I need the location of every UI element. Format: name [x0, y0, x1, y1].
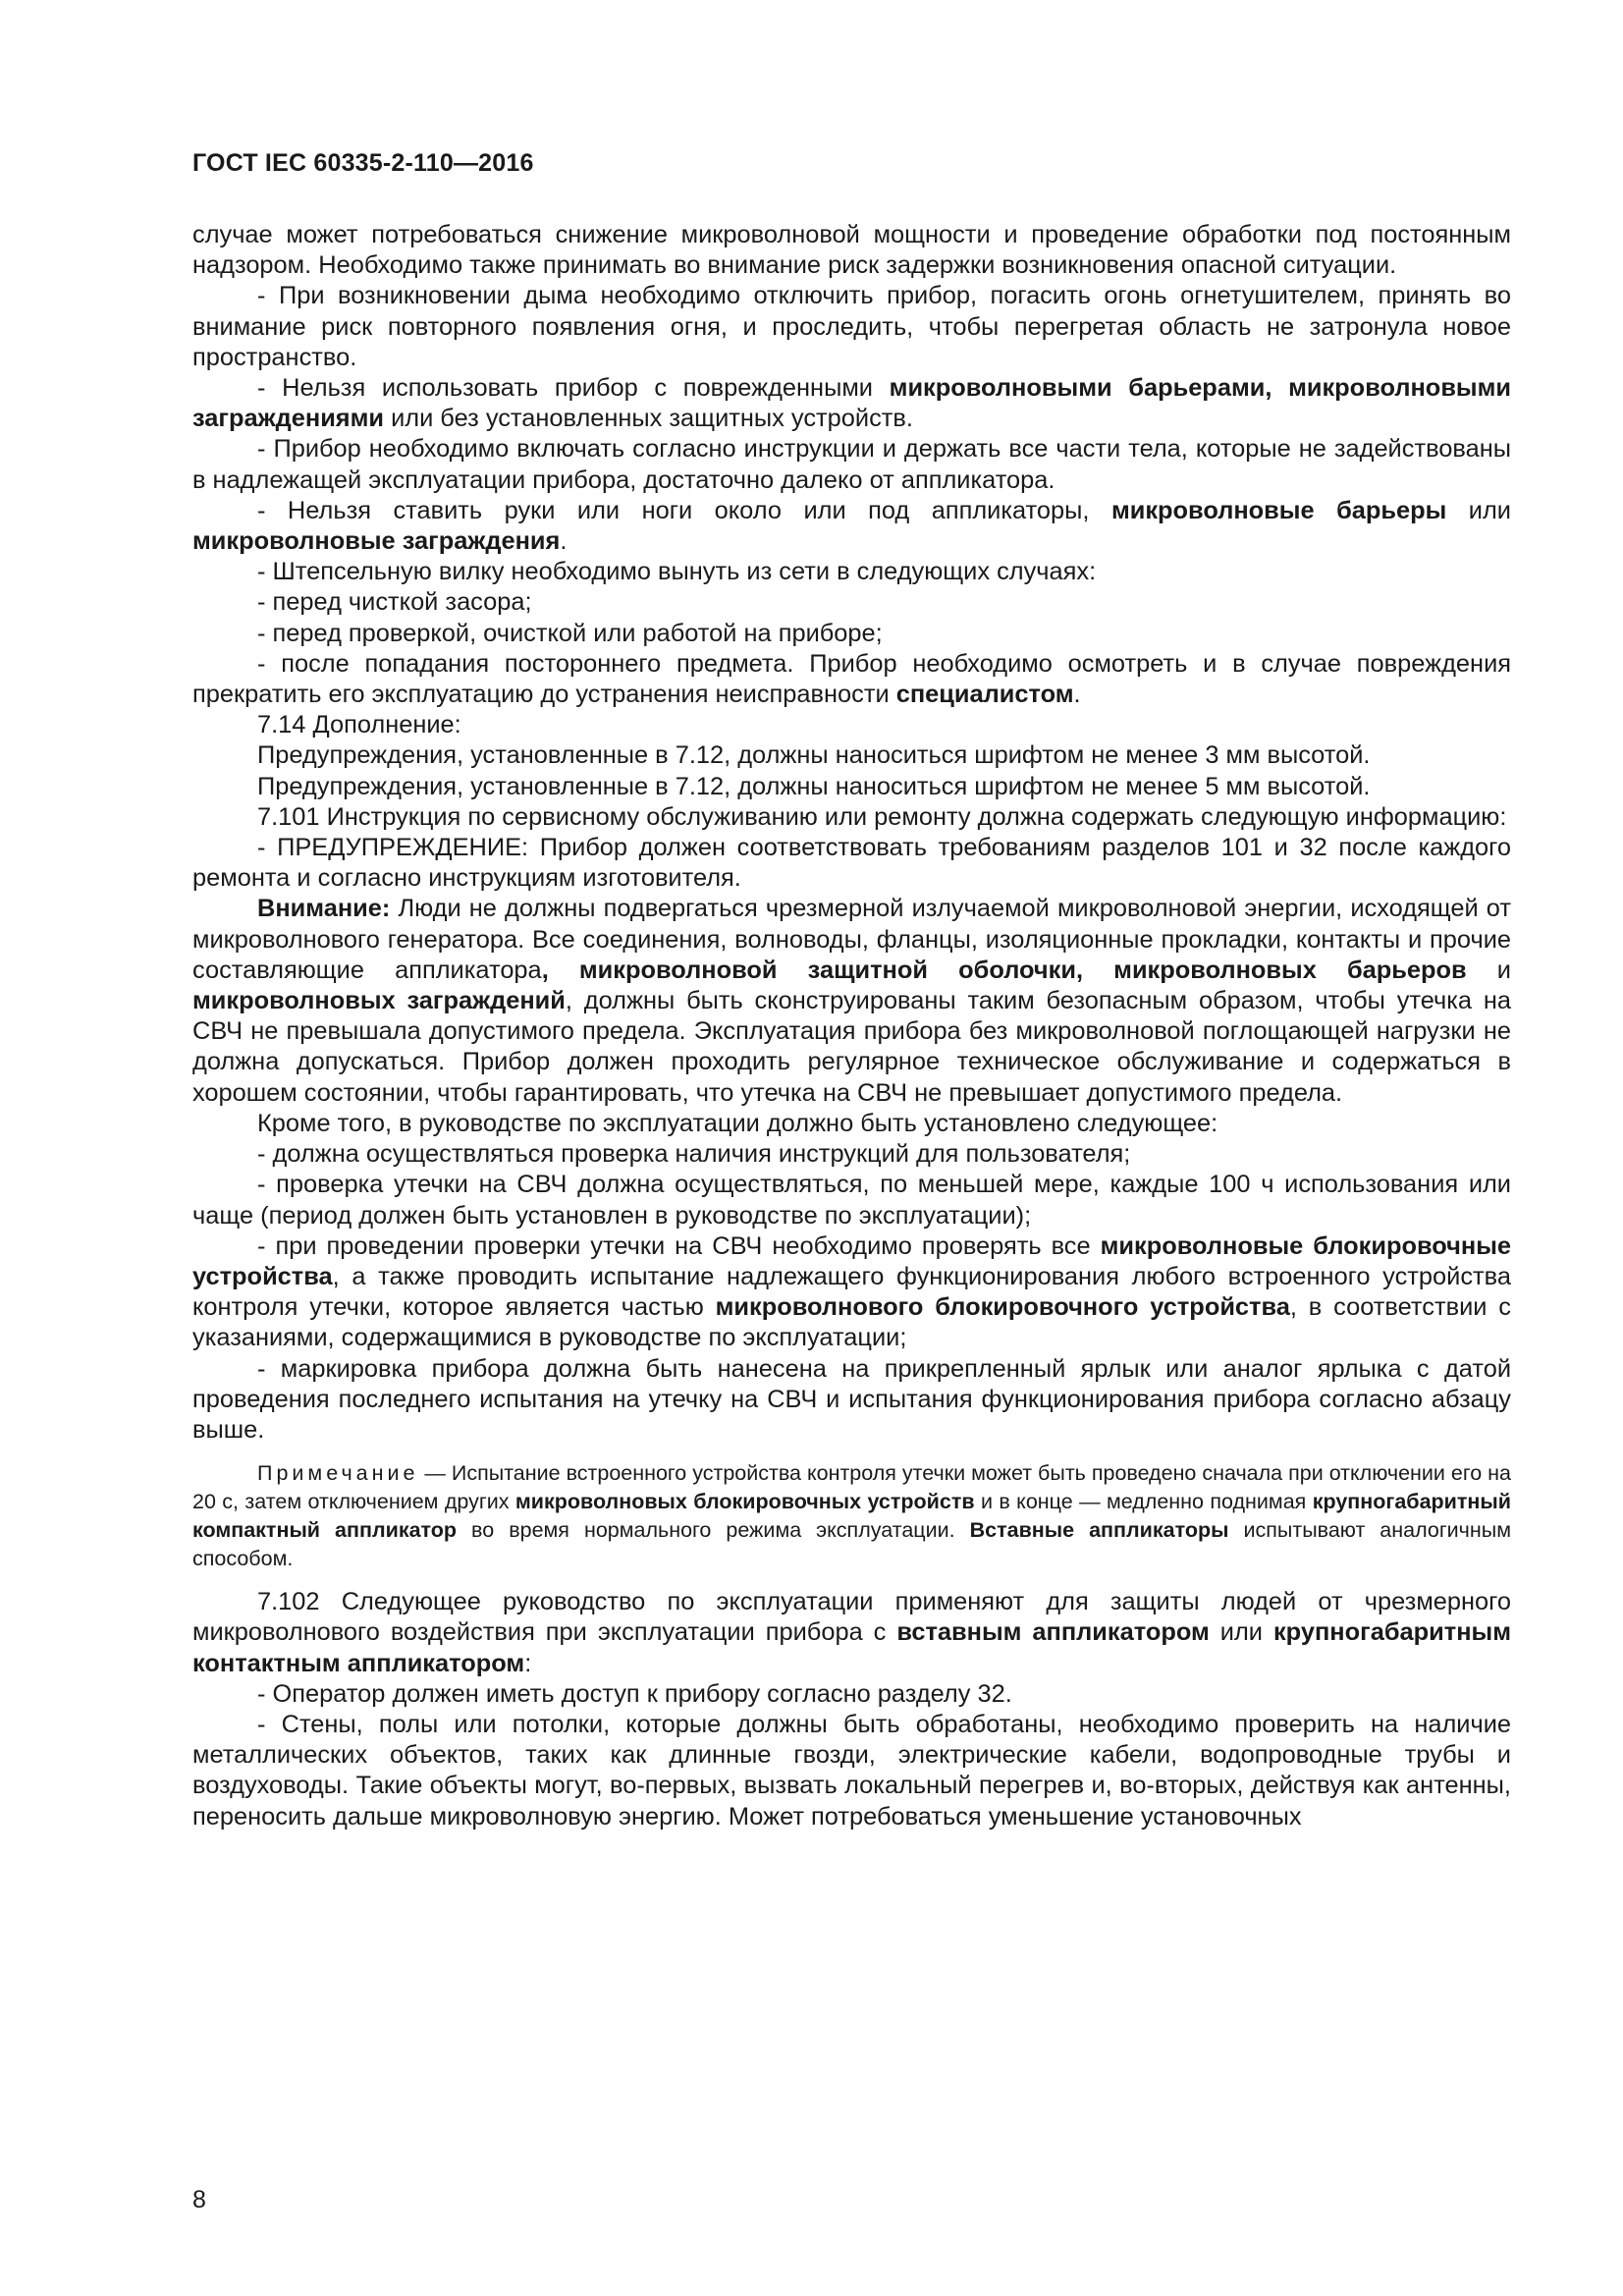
- term-bold: микроволновых блокировочных устройств: [514, 1490, 975, 1514]
- text-run: Люди не должны подвергаться чрезмерной излучаемой микроволновой энергии, исходящей от микроволнового генератора. Все соединения, волноводы, фланцы, изоляционные прокладки, контакты и прочие составляющие аппликатора: [192, 895, 1511, 984]
- paragraph: [192, 373, 1511, 434]
- text-run: — Испытание встроенного устройства контроля утечки может быть проведено сначала при отключении его на 20 с, затем отключением других: [192, 1461, 1511, 1514]
- text-run: - Нельзя ставить руки или ноги около или под аппликаторы,: [257, 496, 1111, 524]
- list-item: - должна осуществляться проверка наличия инструкций для пользователя;: [257, 1140, 1131, 1169]
- list-item: - перед чисткой засора;: [257, 588, 532, 617]
- term-bold: Вставные аппликаторы: [969, 1518, 1229, 1543]
- document-body: [192, 220, 1511, 1832]
- term-bold: микроволновые барьеры: [1110, 496, 1447, 524]
- note: [192, 1459, 1511, 1573]
- list-item: [192, 649, 1511, 710]
- text-run: испытывают аналогичным способом.: [192, 1518, 1511, 1571]
- text-run: .: [560, 527, 568, 556]
- term-bold: специалистом: [895, 681, 1074, 709]
- paragraph: Кроме того, в руководстве по эксплуатации должно быть установлено следующее:: [257, 1109, 1218, 1137]
- attention-label: Внимание:: [257, 895, 391, 923]
- term-bold: микроволновые заграждения: [192, 527, 561, 556]
- paragraph: [192, 894, 1511, 1108]
- term-bold: микроволнового блокировочного устройства: [715, 1293, 1290, 1322]
- text-run: во время нормального режима эксплуатации.: [457, 1518, 970, 1543]
- list-item: - перед проверкой, очисткой или работой на приборе;: [257, 619, 883, 647]
- term-bold: микроволновые блокировочные устройства: [192, 1231, 1512, 1290]
- text-run: или без установленных защитных устройств.: [384, 405, 913, 433]
- text-run: - после попадания постороннего предмета. Прибор необходимо осмотреть и в случае повреждения прекратить его эксплуатацию до устранения неисправности: [192, 649, 1511, 709]
- text-run: - Нельзя использовать прибор с поврежденными: [257, 374, 890, 403]
- term-bold: микроволновых заграждений: [192, 987, 566, 1015]
- paragraph: - Штепсельную вилку необходимо вынуть из сети в следующих случаях:: [257, 558, 1097, 586]
- term-bold: крупногабаритный компактный аппликатор: [192, 1490, 1511, 1543]
- text-run: , а также проводить испытание надлежащего функционирования любого встроенного устройства контроля утечки, которое является частью: [192, 1262, 1511, 1322]
- list-item: - Оператор должен иметь доступ к прибору согласно разделу 32.: [257, 1679, 1012, 1708]
- list-item: [192, 1231, 1511, 1354]
- paragraph: Предупреждения, установленные в 7.12, должны наноситься шрифтом не менее 3 мм высотой.: [257, 741, 1371, 770]
- paragraph: [192, 496, 1511, 557]
- paragraph: случае может потребоваться снижение микроволновой мощности и проведение обработки под постоянным надзором. Необходимо также принимать во внимание риск задержки возникновения опасной ситуации.: [192, 221, 1511, 280]
- list-item: - проверка утечки на СВЧ должна осуществляться, по меньшей мере, каждые 100 ч использования или чаще (период должен быть установлен в руководстве по эксплуатации);: [192, 1171, 1511, 1230]
- text-run: или: [1446, 496, 1511, 524]
- term-bold: , микроволновой защитной оболочки, микроволновых барьеров: [541, 956, 1467, 984]
- text-run: .: [1073, 681, 1081, 709]
- text-run: и: [1466, 956, 1511, 984]
- term-bold: вставным аппликатором: [896, 1618, 1210, 1647]
- list-item: - маркировка прибора должна быть нанесена на прикрепленный ярлык или аналог ярлыка с датой проведения последнего испытания на утечку на СВЧ и испытания функционирования прибора согласно абзацу выше.: [192, 1354, 1511, 1444]
- paragraph: - ПРЕДУПРЕЖДЕНИЕ: Прибор должен соответствовать требованиям разделов 101 и 32 после каждого ремонта и согласно инструкциям изготовителя.: [192, 834, 1511, 893]
- paragraph: - При возникновении дыма необходимо отключить прибор, погасить огонь огнетушителем, принять во внимание риск повторного появления огня, и проследить, чтобы перегретая область не затронула новое пространство.: [192, 282, 1511, 371]
- text-run: - при проведении проверки утечки на СВЧ необходимо проверять все: [257, 1231, 1101, 1260]
- list-item: - Стены, полы или потолки, которые должны быть обработаны, необходимо проверить на наличие металлических объектов, таких как длинные гвозди, электрические кабели, водопроводные трубы и воздуховоды. Такие объекты могут, во-первых, вызвать локальный перегрев и, во-вторых, действуя как антенны, переносить дальше микроволновую энергию. Может потребоваться уменьшение установочных: [192, 1710, 1511, 1831]
- paragraph: 7.101 Инструкция по сервисному обслуживанию или ремонту должна содержать следующую информацию:: [257, 802, 1507, 831]
- paragraph: [192, 1587, 1511, 1679]
- text-run: :: [524, 1649, 532, 1677]
- note-label: Примечание: [257, 1461, 419, 1486]
- page-number: 8: [192, 2186, 206, 2214]
- paragraph: - Прибор необходимо включать согласно инструкции и держать все части тела, которые не задействованы в надлежащей эксплуатации прибора, достаточно далеко от аппликатора.: [192, 435, 1511, 494]
- standard-header: ГОСТ IEC 60335-2-110—2016: [192, 149, 534, 177]
- term-bold: крупногабаритным контактным аппликатором: [192, 1618, 1511, 1677]
- text-run: и в конце — медленно поднимая: [974, 1490, 1313, 1514]
- text-run: 7.102 Следующее руководство по эксплуатации применяют для защиты людей от чрезмерного микроволнового воздействия при эксплуатации прибора с: [192, 1588, 1511, 1647]
- text-run: , в соответствии с указаниями, содержащимися в руководстве по эксплуатации;: [192, 1293, 1511, 1352]
- paragraph: Предупреждения, установленные в 7.12, должны наноситься шрифтом не менее 5 мм высотой.: [257, 772, 1371, 800]
- term-bold: микроволновыми барьерами, микроволновыми заграждениями: [192, 374, 1511, 433]
- text-run: или: [1209, 1618, 1273, 1647]
- text-run: , должны быть сконструированы таким безопасным образом, чтобы утечка на СВЧ не превышала допустимого предела. Эксплуатация прибора без микроволновой поглощающей нагрузки не должна допускаться. Прибор должен проходить регулярное техническое обслуживание и содержаться в хорошем состоянии, чтобы гарантировать, что утечка на СВЧ не превышает допустимого предела.: [192, 987, 1512, 1107]
- section-heading: 7.14 Дополнение:: [257, 711, 461, 739]
